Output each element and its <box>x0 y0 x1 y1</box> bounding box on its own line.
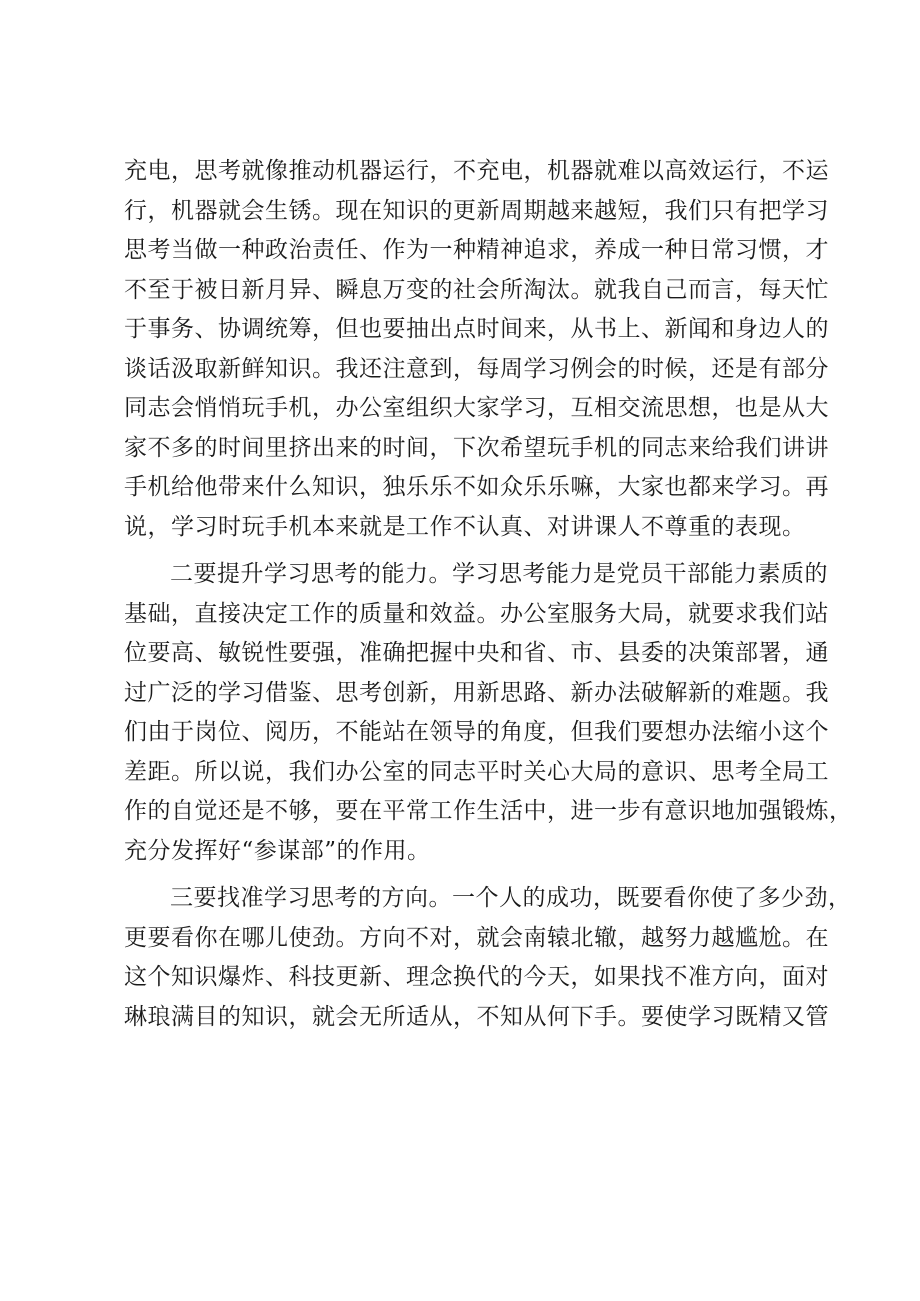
paragraph-1 <box>124 152 829 547</box>
text-line: 们由于岗位、阅历，不能站在领导的角度，但我们要想办法缩小这个 <box>124 719 829 745</box>
text-line: 这个知识爆炸、科技更新、理念换代的今天，如果找不准方向，面对 <box>124 964 829 990</box>
text-line: 行，机器就会生锈。现在知识的更新周期越来越短，我们只有把学习 <box>124 197 829 224</box>
text-line: 更要看你在哪儿使劲。方向不对，就会南辕北辙，越努力越尴尬。在 <box>124 924 829 951</box>
text-line: 位要高、敏锐性要强，准确把握中央和省、市、县委的决策部署，通 <box>124 640 829 666</box>
text-line: 基础，直接决定工作的质量和效益。办公室服务大局，就要求我们站 <box>124 600 829 627</box>
paragraph-gap <box>124 871 814 879</box>
text-line: 手机给他带来什么知识，独乐乐不如众乐乐嘛，大家也都来学习。再 <box>124 474 829 500</box>
text-line: 思考当做一种政治责任、作为一种精神追求，养成一种日常习惯，才 <box>124 237 829 263</box>
text-line: 差距。所以说，我们办公室的同志平时关心大局的意识、思考全局工 <box>124 758 829 785</box>
paragraph-gap <box>124 547 814 555</box>
text-line: 充分发挥好“参谋部”的作用。 <box>124 837 431 864</box>
text-line: 作的自觉还是不够，要在平常工作生活中，进一步有意识地加强锻炼， <box>124 798 853 824</box>
text-line: 于事务、协调统筹，但也要抽出点时间来，从书上、新闻和身边人的 <box>124 316 829 342</box>
text-line: 说，学习时玩手机本来就是工作不认真、对讲课人不尊重的表现。 <box>124 513 806 540</box>
text-line: 三要找准学习思考的方向。一个人的成功，既要看你使了多少劲， <box>170 885 852 911</box>
text-line: 二要提升学习思考的能力。学习思考能力是党员干部能力素质的 <box>170 561 828 587</box>
text-line: 同志会悄悄玩手机，办公室组织大家学习，互相交流思想，也是从大 <box>124 395 829 421</box>
text-line: 家不多的时间里挤出来的时间，下次希望玩手机的同志来给我们讲讲 <box>124 434 829 461</box>
text-line: 不至于被日新月异、瞬息万变的社会所淘汰。就我自己而言，每天忙 <box>124 276 829 303</box>
text-line: 充电，思考就像推动机器运行，不充电，机器就难以高效运行，不运 <box>124 158 829 184</box>
document-body <box>124 152 853 1037</box>
text-line: 琳琅满目的知识，就会无所适从，不知从何下手。要使学习既精又管 <box>124 1003 829 1030</box>
text-line: 谈话汲取新鲜知识。我还注意到，每周学习例会的时候，还是有部分 <box>124 355 829 382</box>
paragraph-3 <box>124 879 852 1037</box>
paragraph-2 <box>124 555 853 871</box>
text-line: 过广泛的学习借鉴、思考创新，用新思路、新办法破解新的难题。我 <box>124 679 829 706</box>
